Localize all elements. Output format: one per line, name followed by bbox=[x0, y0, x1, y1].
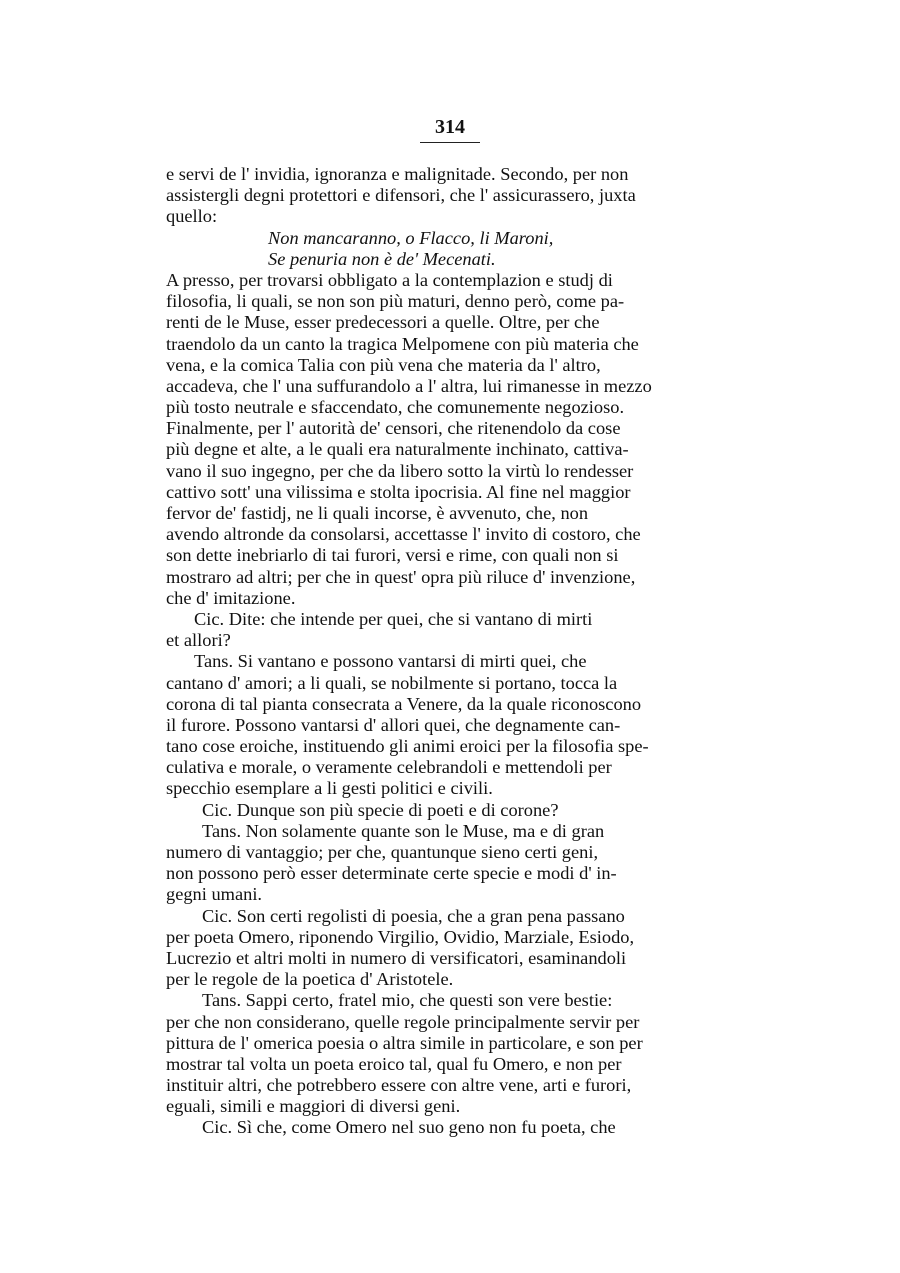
text-line: et allori? bbox=[166, 630, 231, 651]
page-number: 314 bbox=[435, 116, 465, 138]
text-line: per che non considerano, quelle regole principalmente servir per bbox=[166, 1011, 640, 1032]
text-line: mostrar tal volta un poeta eroico tal, qual fu Omero, e non per bbox=[166, 1053, 622, 1074]
text-line: son dette inebriarlo di tai furori, versi e rime, con quali non si bbox=[166, 545, 619, 566]
text-line: più tosto neutrale e sfaccendato, che comunemente negozioso. bbox=[166, 397, 625, 418]
text-line: traendolo da un canto la tragica Melpomene con più materia che bbox=[166, 333, 639, 354]
body-text bbox=[166, 164, 732, 1139]
text-line: quello: bbox=[166, 206, 218, 227]
text-line: cattivo sott' una vilissima e stolta ipocrisia. Al fine nel maggior bbox=[166, 481, 631, 502]
text-line: corona di tal pianta consecrata a Venere, da la quale riconoscono bbox=[166, 693, 642, 714]
text-line: Tans. Sappi certo, fratel mio, che questi son vere bestie: bbox=[202, 990, 613, 1011]
text-line: Cic. Sì che, come Omero nel suo geno non fu poeta, che bbox=[202, 1117, 616, 1138]
text-line: Non mancaranno, o Flacco, li Maroni, bbox=[268, 227, 554, 248]
text-line: che d' imitazione. bbox=[166, 587, 296, 608]
text-line: Cic. Dunque son più specie di poeti e di corone? bbox=[202, 799, 559, 820]
text-line: numero di vantaggio; per che, quantunque sieno certi geni, bbox=[166, 842, 599, 862]
text-line: più degne et alte, a le quali era naturalmente inchinato, cattiva- bbox=[166, 439, 629, 460]
text-line: mostraro ad altri; per che in quest' opra più riluce d' invenzione, bbox=[166, 566, 636, 587]
text-line: culativa e morale, o veramente celebrandoli e mettendoli per bbox=[166, 757, 612, 778]
text-line: Finalmente, per l' autorità de' censori, che ritenendolo da cose bbox=[166, 418, 621, 439]
text-line: pittura de l' omerica poesia o altra simile in particolare, e son per bbox=[166, 1032, 643, 1053]
text-line: per poeta Omero, riponendo Virgilio, Ovidio, Marziale, Esiodo, bbox=[166, 926, 635, 947]
text-line: vano il suo ingegno, per che da libero sotto la virtù lo rendesser bbox=[166, 460, 634, 481]
text-line: cantano d' amori; a li quali, se nobilmente si portano, tocca la bbox=[166, 672, 618, 693]
text-line: Cic. Dite: che intende per quei, che si vantano di mirti bbox=[194, 608, 593, 629]
text-line: instituir altri, che potrebbero essere con altre vene, arti e furori, bbox=[166, 1075, 632, 1096]
text-line: eguali, simili e maggiori di diversi geni. bbox=[166, 1096, 461, 1117]
page-number-rule bbox=[420, 142, 480, 143]
text-line: accadeva, che l' una suffurandolo a l' altra, lui rimanesse in mezzo bbox=[166, 375, 652, 396]
text-line: Se penuria non è de' Mecenati. bbox=[268, 248, 496, 269]
text-line: e servi de l' invidia, ignoranza e malignitade. Secondo, per non bbox=[166, 164, 629, 184]
text-line: filosofia, li quali, se non son più maturi, denno però, come pa- bbox=[166, 291, 625, 312]
text-line: specchio esemplare a li gesti politici e civili. bbox=[166, 778, 493, 799]
text-line: Tans. Si vantano e possono vantarsi di mirti quei, che bbox=[194, 651, 587, 672]
text-line: tano cose eroiche, instituendo gli animi eroici per la filosofia spe- bbox=[166, 736, 649, 757]
text-line: Tans. Non solamente quante son le Muse, ma e di gran bbox=[202, 820, 605, 841]
text-line: per le regole de la poetica d' Aristotele. bbox=[166, 969, 454, 990]
text-line: Cic. Son certi regolisti di poesia, che a gran pena passano bbox=[202, 905, 625, 926]
text-line: vena, e la comica Talia con più vena che materia da l' altro, bbox=[166, 354, 601, 375]
text-line: avendo altronde da consolarsi, accettasse l' invito di costoro, che bbox=[166, 524, 641, 545]
text-line: fervor de' fastidj, ne li quali incorse, è avvenuto, che, non bbox=[166, 503, 589, 523]
text-line: gegni umani. bbox=[166, 884, 263, 905]
text-line: Lucrezio et altri molti in numero di versificatori, esaminandoli bbox=[166, 947, 627, 968]
text-line: il furore. Possono vantarsi d' allori quei, che degnamente can- bbox=[166, 714, 621, 735]
text-line: assistergli degni protettori e difensori, che l' assicurassero, juxta bbox=[166, 185, 636, 206]
text-line: renti de le Muse, esser predecessori a quelle. Oltre, per che bbox=[166, 312, 600, 333]
text-line: A presso, per trovarsi obbligato a la contemplazion e studj di bbox=[166, 269, 613, 290]
text-line: non possono però esser determinate certe specie e modi d' in- bbox=[166, 863, 617, 884]
